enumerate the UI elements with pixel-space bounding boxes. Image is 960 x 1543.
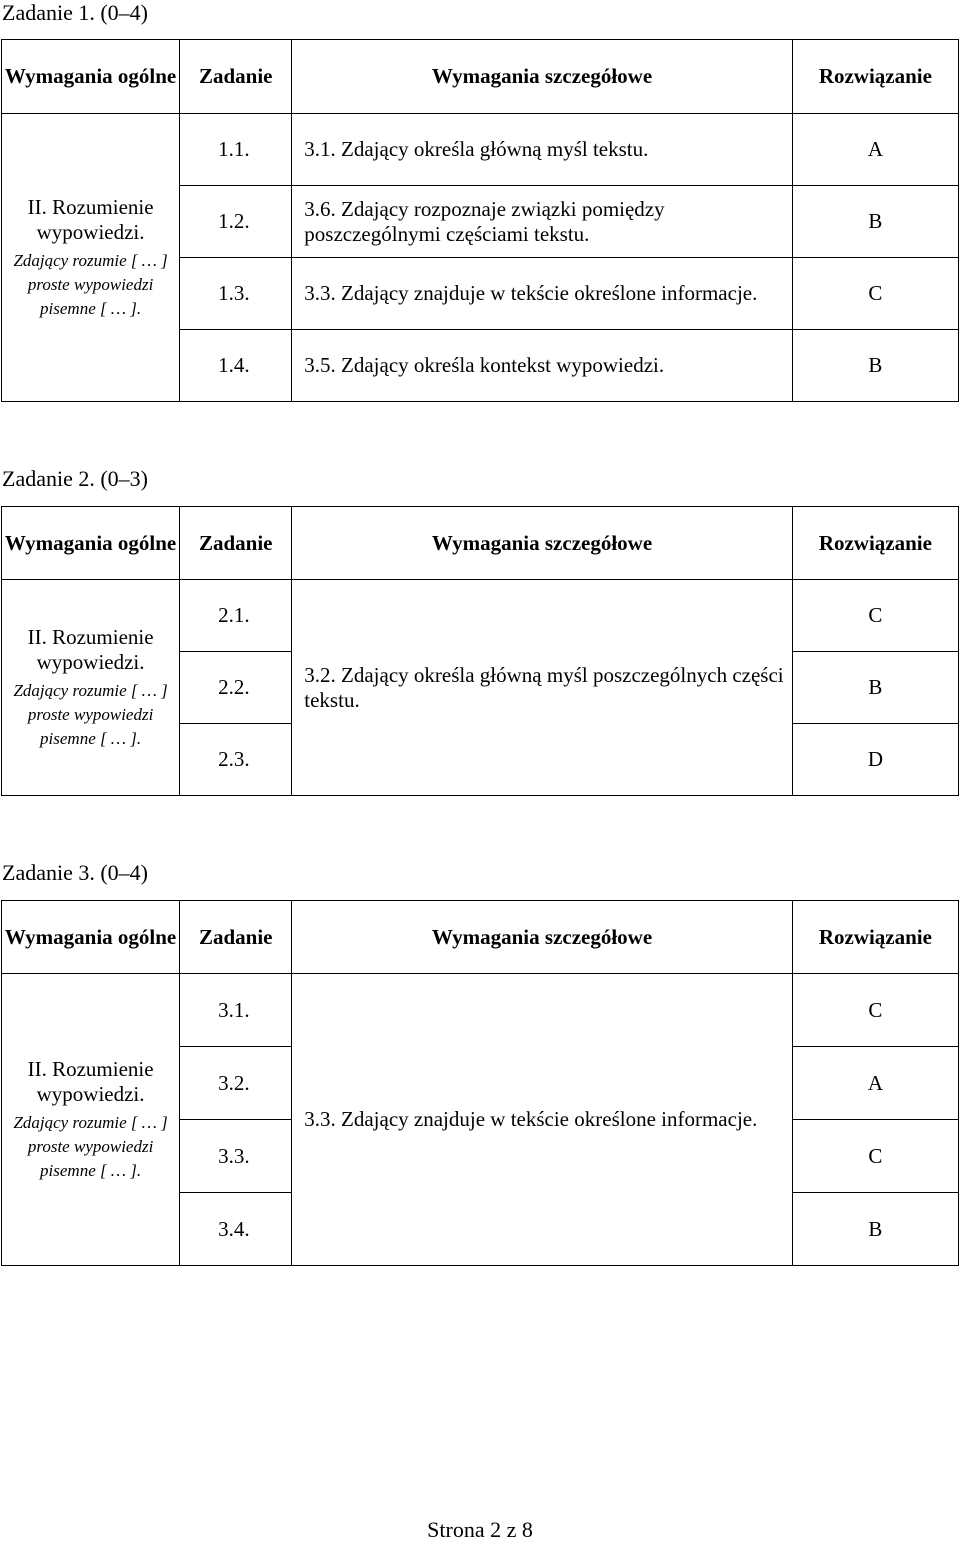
header-detailed-requirements: Wymagania szczegółowe <box>292 40 793 114</box>
task-number: 2.2. <box>180 652 292 724</box>
general-requirement-main: II. Rozumienie wypowiedzi. <box>27 1056 154 1106</box>
general-requirement-main: II. Rozumienie wypowiedzi. <box>27 624 154 674</box>
page-number: Strona 2 z 8 <box>427 1517 533 1542</box>
general-requirement-cell <box>2 974 180 1266</box>
task-number: 3.3. <box>180 1120 292 1193</box>
detailed-requirement: 3.1. Zdający określa główną myśl tekstu. <box>292 114 793 186</box>
table-row <box>2 580 959 652</box>
general-requirement-cell <box>2 580 180 796</box>
task-number: 3.4. <box>180 1193 292 1266</box>
task1-table <box>1 39 959 402</box>
task-number: 3.2. <box>180 1047 292 1120</box>
general-requirement-sub: Zdający rozumie [ … ] proste wypowiedzi pisemne [ … ]. <box>13 680 168 748</box>
solution: C <box>792 258 958 330</box>
detailed-requirement: 3.3. Zdający znajduje w tekście określone informacje. <box>292 258 793 330</box>
header-general-requirements: Wymagania ogólne <box>2 507 180 580</box>
task-number: 1.1. <box>180 114 292 186</box>
header-task: Zadanie <box>180 901 292 974</box>
header-general-requirements: Wymagania ogólne <box>2 901 180 974</box>
table-row <box>2 114 959 186</box>
solution: B <box>792 652 958 724</box>
header-solution: Rozwiązanie <box>792 40 958 114</box>
task-number: 2.1. <box>180 580 292 652</box>
task2-title: Zadanie 2. (0–3) <box>2 466 148 491</box>
general-requirement-sub: Zdający rozumie [ … ] proste wypowiedzi pisemne [ … ]. <box>13 250 168 318</box>
detailed-requirement: 3.3. Zdający znajduje w tekście określone informacje. <box>292 974 793 1266</box>
table-header-row <box>2 507 959 580</box>
header-general-requirements: Wymagania ogólne <box>2 40 180 114</box>
detailed-requirement: 3.6. Zdający rozpoznaje związki pomiędzy poszczególnymi częściami tekstu. <box>292 186 793 258</box>
task3-table <box>1 900 959 1266</box>
general-requirement-sub: Zdający rozumie [ … ] proste wypowiedzi pisemne [ … ]. <box>13 1112 168 1180</box>
task-number: 2.3. <box>180 724 292 796</box>
header-detailed-requirements: Wymagania szczegółowe <box>292 901 793 974</box>
header-detailed-requirements: Wymagania szczegółowe <box>292 507 793 580</box>
solution: A <box>792 1047 958 1120</box>
header-task: Zadanie <box>180 40 292 114</box>
detailed-requirement: 3.5. Zdający określa kontekst wypowiedzi. <box>292 330 793 402</box>
general-requirement-main: II. Rozumienie wypowiedzi. <box>27 194 154 244</box>
solution: B <box>792 1193 958 1266</box>
table-row <box>2 974 959 1047</box>
task-number: 1.4. <box>180 330 292 402</box>
task1-title: Zadanie 1. (0–4) <box>2 0 148 25</box>
solution: C <box>792 580 958 652</box>
detailed-requirement: 3.2. Zdający określa główną myśl poszczególnych części tekstu. <box>292 580 793 796</box>
task-number: 3.1. <box>180 974 292 1047</box>
general-requirement-cell <box>2 114 180 402</box>
solution: C <box>792 974 958 1047</box>
header-solution: Rozwiązanie <box>792 901 958 974</box>
header-task: Zadanie <box>180 507 292 580</box>
table-header-row <box>2 40 959 114</box>
task-number: 1.2. <box>180 186 292 258</box>
task2-table <box>1 506 959 796</box>
table-header-row <box>2 901 959 974</box>
task-number: 1.3. <box>180 258 292 330</box>
solution: D <box>792 724 958 796</box>
solution: C <box>792 1120 958 1193</box>
solution: A <box>792 114 958 186</box>
task3-title: Zadanie 3. (0–4) <box>2 860 148 885</box>
solution: B <box>792 330 958 402</box>
header-solution: Rozwiązanie <box>792 507 958 580</box>
solution: B <box>792 186 958 258</box>
